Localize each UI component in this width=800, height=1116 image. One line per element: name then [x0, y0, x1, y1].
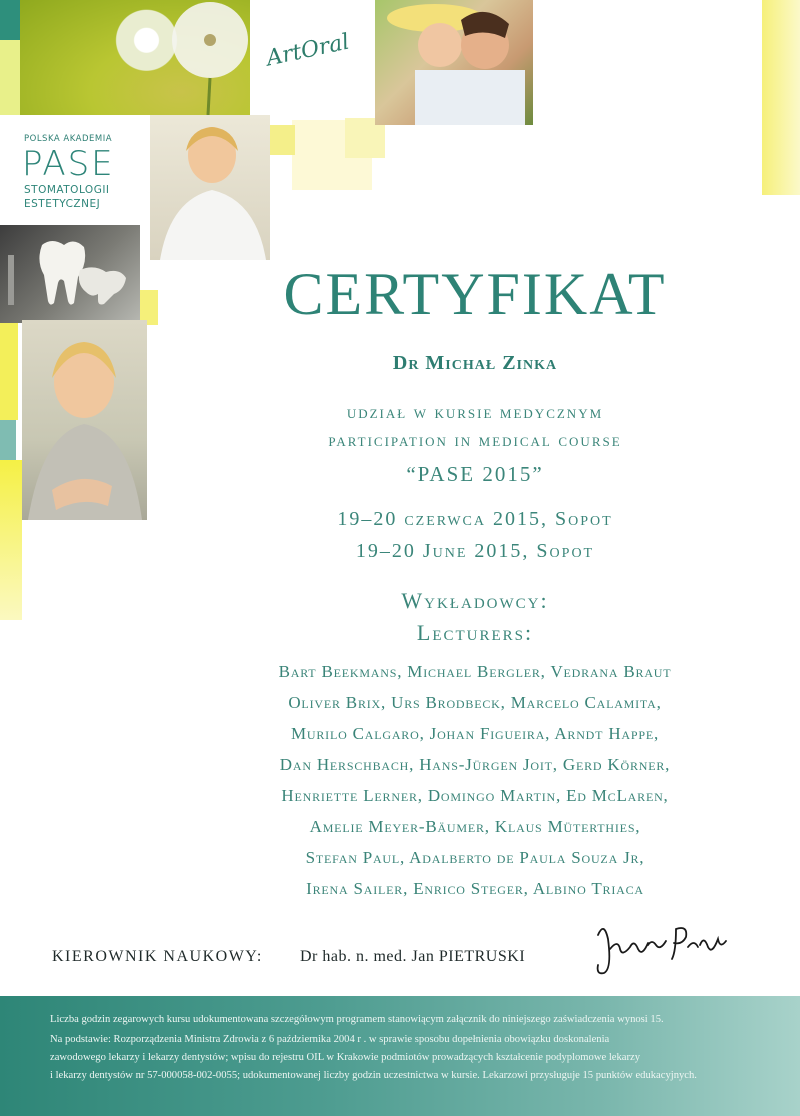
decor-square: [0, 420, 16, 460]
lecturer-line: Irena Sailer, Enrico Steger, Albino Triaca: [306, 879, 644, 898]
course-date-en: 19–20 June 2015, Sopot: [355, 540, 595, 562]
certificate-title: CERTYFIKAT: [283, 261, 667, 327]
artoral-brand: [250, 0, 375, 115]
course-date-pl: 19–20 czerwca 2015, Sopot: [337, 508, 613, 530]
handwritten-signature: [588, 915, 738, 975]
lecturer-line: Henriette Lerner, Domingo Martin, Ed McLaren,: [281, 786, 669, 805]
footer-line: zawodowego lekarzy i lekarzy dentystów; wpisu do rejestru OIL w Krakowie podmiotów prowadzących kształcenie podyplomowe lekarzy: [50, 1052, 641, 1063]
footer-line: Na podstawie: Rozporządzenia Ministra Zdrowia z 6 października 2004 r . w sprawie sposobu dopełnienia obowiązku doskonalenia: [50, 1034, 610, 1045]
footer-line: i lekarzy dentystów nr 57-000058-002-0055; udokumentowanej liczby godzin uczestnictwa w kursie. Lekarzowi przysługuje 15 punktów edukacyjnych.: [50, 1070, 697, 1081]
logo-acronym: PASE: [22, 144, 115, 184]
portrait-icon: [22, 320, 147, 520]
lecturer-line: Dan Herschbach, Hans-Jürgen Joit, Gerd Körner,: [279, 755, 671, 774]
dandelion-icon: [20, 0, 250, 115]
scientific-director-label: KIEROWNIK NAUKOWY:: [52, 948, 263, 965]
footer-line: Liczba godzin zegarowych kursu udokumentowana szczegółowym programem stanowiącym załącznik do niniejszego zaświadczenia wynosi 15.: [50, 1014, 664, 1025]
couple-icon: [375, 0, 533, 125]
decor-square: [0, 40, 20, 115]
lecturer-line: Bart Beekmans, Michael Bergler, Vedrana Braut: [278, 662, 672, 681]
pase-logo: [0, 118, 150, 223]
footer-legal-band: [0, 996, 800, 1116]
woman-portrait-photo: [22, 320, 147, 520]
logo-line-2: ESTETYCZNEJ: [24, 198, 101, 210]
decor-square: [762, 0, 800, 195]
lecturer-line: Amelie Meyer-Bäumer, Klaus Müterthies,: [309, 817, 641, 836]
scientific-director-name: Dr hab. n. med. Jan PIETRUSKI: [300, 948, 526, 965]
lecturer-line: Oliver Brix, Urs Brodbeck, Marcelo Calamita,: [288, 693, 662, 712]
teeth-photo: [0, 225, 140, 323]
lecturer-line: Murilo Calgaro, Johan Figueira, Arndt Happe,: [291, 724, 659, 743]
artoral-signature: ArtOral: [264, 29, 352, 72]
couple-photo: [375, 0, 533, 125]
woman-icon: [150, 115, 270, 260]
woman-smiling-photo: [150, 115, 270, 260]
tooth-icon: [0, 225, 140, 323]
lecturers-heading-en: Lecturers:: [416, 620, 534, 645]
decor-square: [0, 460, 22, 620]
decor-square: [0, 320, 18, 420]
logo-line-1: STOMATOLOGII: [24, 184, 110, 196]
lecturers-heading-pl: Wykładowcy:: [401, 588, 549, 613]
recipient-name: Dr Michał Zinka: [392, 352, 558, 374]
decor-square: [0, 0, 20, 40]
course-participation-pl: udział w kursie medycznym: [346, 402, 604, 422]
course-participation-en: participation in medical course: [328, 430, 622, 450]
course-name: “PASE 2015”: [406, 462, 544, 486]
dandelion-photo: [20, 0, 250, 115]
lecturer-line: Stefan Paul, Adalberto de Paula Souza Jr,: [305, 848, 645, 867]
signature-icon: [588, 915, 738, 975]
logo-top-line: POLSKA AKADEMIA: [24, 134, 113, 144]
